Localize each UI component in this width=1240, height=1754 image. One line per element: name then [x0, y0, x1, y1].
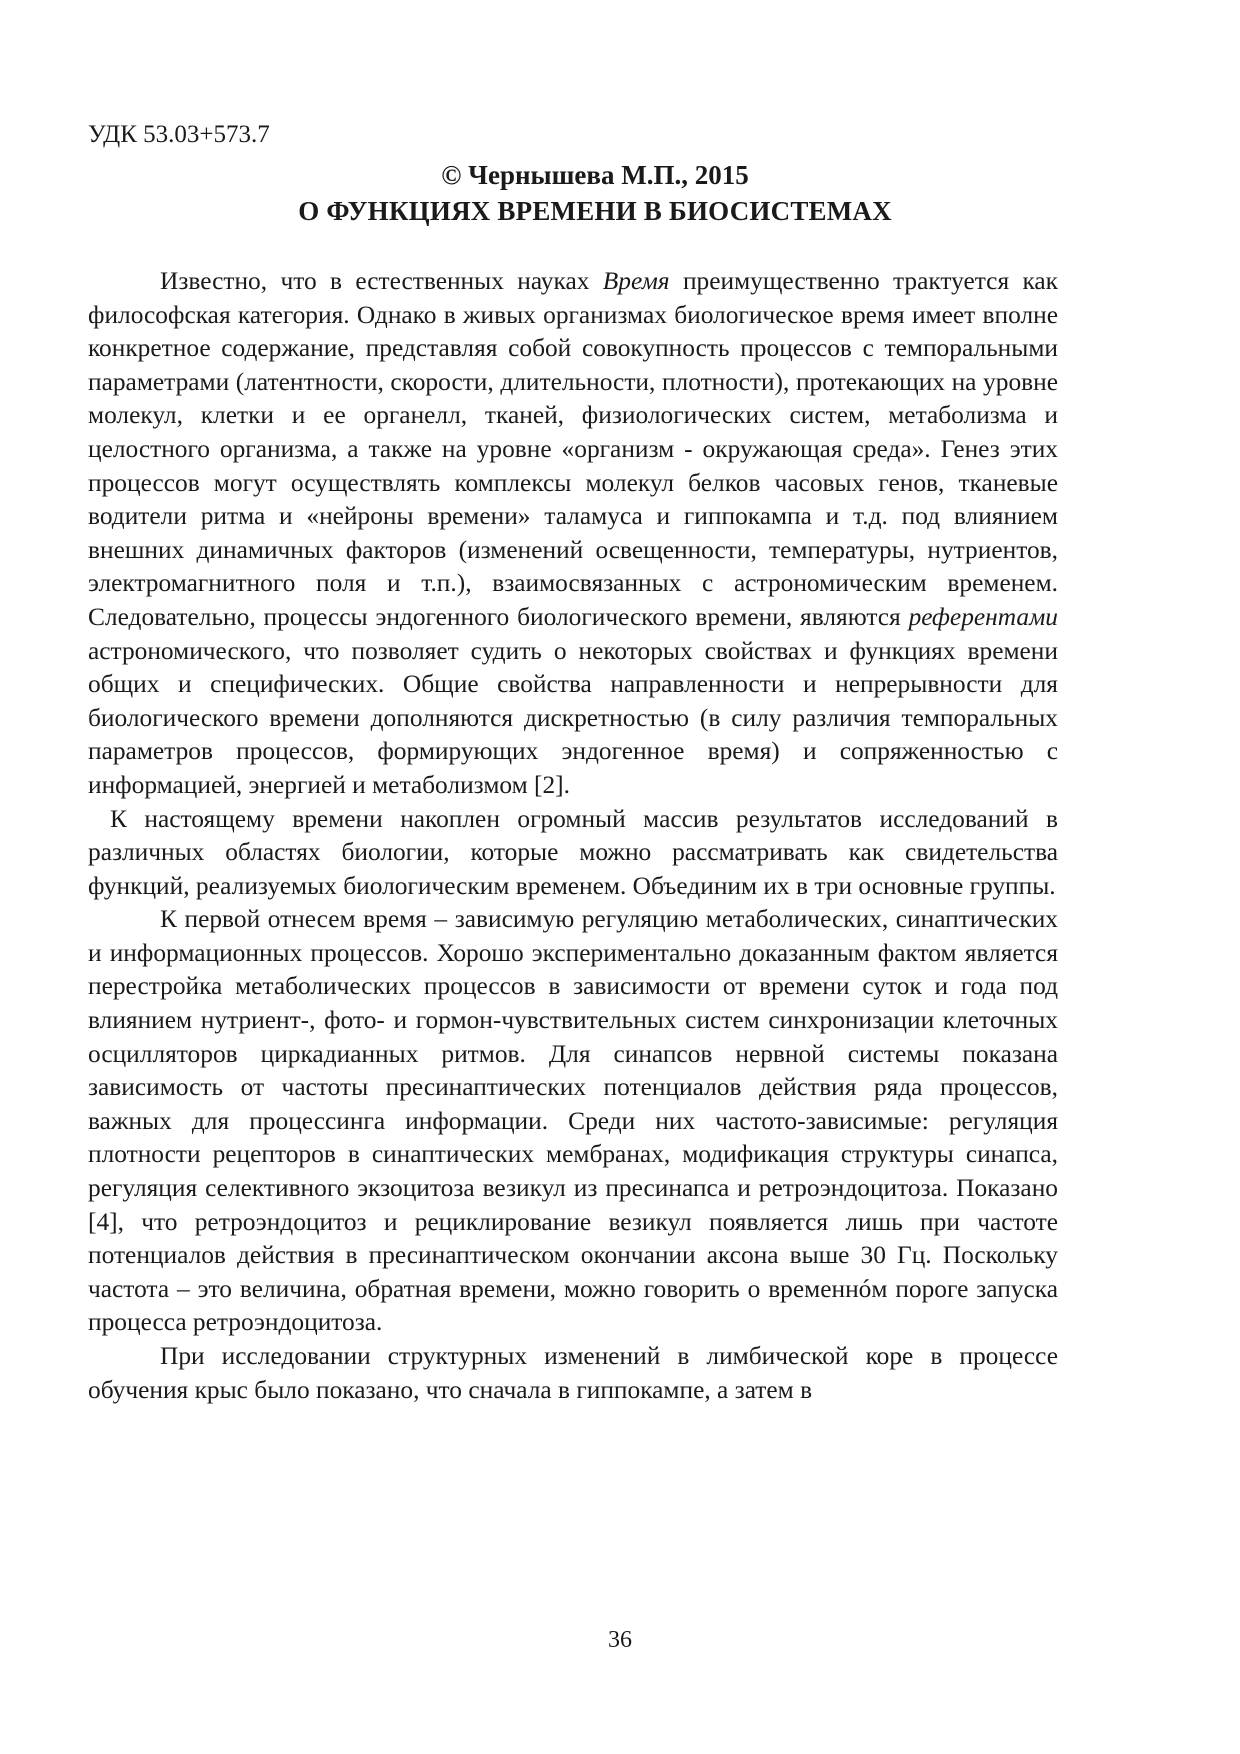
paragraph-1-emphasis-referents: референтами: [908, 602, 1058, 631]
paragraph-1-text-b: преимущественно трактуется как философская категория. Однако в живых организмах биологическое время имеет вполне конкретное содержание, представляя собой совокупность процессов с темпоральными параметрами (латентности, скорости, длительности, плотности), протекающих на уровне молекул, клетки и ее органелл, тканей, физиологических систем, метаболизма и целостного организма, а также на уровне «организм - окружающая среда». Генез этих процессов могут осуществлять комплексы молекул белков часовых генов, тканевые водители ритма и «нейроны времени» таламуса и гиппокампа и т.д. под влиянием внешних динамичных факторов (изменений освещенности, температуры, нутриентов, электромагнитного поля и т.п.), взаимосвязанных с астрономическим временем. Следовательно, процессы эндогенного биологического времени, являются: [88, 267, 1059, 631]
paragraph-2: К настоящему времени накоплен огромный массив результатов исследований в различных областях биологии, которые можно рассматривать как свидетельства функций, реализуемых биологическим временем. Объединим их в три основные группы.: [88, 804, 1058, 900]
paragraph-3: К первой отнесем время – зависимую регуляцию метаболических, синаптических и информационных процессов. Хорошо экспериментально доказанным фактом является перестройка метаболических процессов в зависимости от времени суток и года под влиянием нутриент-, фото- и гормон-чувствительных систем синхронизации клеточных осцилляторов циркадианных ритмов. Для синапсов нервной системы показана зависимость от частоты пресинаптических потенциалов действия ряда процессов, важных для процессинга информации. Среди них частото-зависимые: регуляция плотности рецепторов в синаптических мембранах, модификация структуры синапса, регуляция селективного экзоцитоза везикул из пресинапса и ретроэндоцитоза. Показано [4], что ретроэндоцитоз и рециклирование везикул появляется лишь при частоте потенциалов действия в пресинаптическом окончании аксона выше 30 Гц. Поскольку частота – это величина, обратная времени, можно говорить о временнóм пороге запуска процесса ретроэндоцитоза.: [88, 905, 1058, 1337]
udk-code: УДК 53.03+573.7: [88, 121, 270, 148]
author-copyright: © Чернышева М.П., 2015: [441, 160, 749, 190]
paragraph-1-emphasis-time: Время: [602, 267, 670, 295]
paragraph-1: [88, 265, 1058, 803]
article-title: О ФУНКЦИЯХ ВРЕМЕНИ В БИОСИСТЕМАХ: [298, 196, 892, 226]
paragraph-4: При исследовании структурных изменений в лимбической коре в процессе обучения крыс было показано, что сначала в гиппокампе, а затем в: [88, 1342, 1058, 1404]
paragraph-1-text-a: Известно, что в естественных науках: [160, 267, 603, 295]
paragraph-1-text-c: астрономического, что позволяет судить о некоторых свойствах и функциях времени общих и специфических. Общие свойства направленности и непрерывности для биологического времени дополняются дискретностью (в силу различия темпоральных параметров процессов, формирующих эндогенное время) и сопряженностью с информацией, энергией и метаболизмом [2].: [88, 636, 1058, 799]
page-number: 36: [608, 1627, 632, 1653]
article-body: [88, 265, 1058, 1407]
